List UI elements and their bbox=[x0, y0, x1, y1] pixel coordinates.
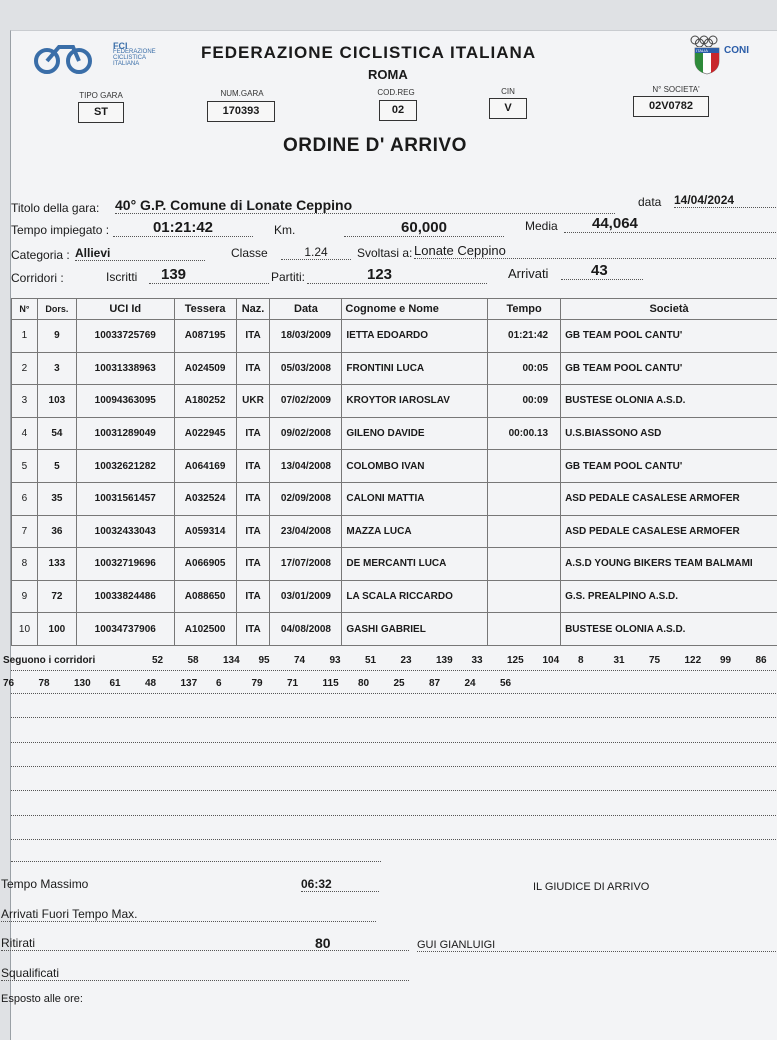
classe-label: Classe bbox=[231, 246, 268, 260]
cin-box: V bbox=[489, 98, 527, 119]
table-row bbox=[12, 548, 777, 581]
follower-number: 99 bbox=[720, 655, 731, 666]
federation-title: FEDERAZIONE CICLISTICA ITALIANA bbox=[201, 43, 536, 63]
cell-dorsale: 35 bbox=[37, 482, 76, 515]
cell-data: 02/09/2008 bbox=[270, 482, 342, 515]
cell-societa: ASD PEDALE CASALESE ARMOFER bbox=[561, 515, 777, 548]
cell-uci-id: 10031561457 bbox=[76, 482, 174, 515]
cell-uci-id: 10032433043 bbox=[76, 515, 174, 548]
cell-uci-id: 10031289049 bbox=[76, 417, 174, 450]
cell-pos: 1 bbox=[12, 320, 38, 353]
follower-number: 75 bbox=[649, 655, 660, 666]
cell-tempo: 00:00.13 bbox=[488, 417, 561, 450]
ritirati-value: 80 bbox=[315, 935, 331, 951]
cell-dorsale: 9 bbox=[37, 320, 76, 353]
cell-naz: ITA bbox=[236, 352, 270, 385]
categoria-label: Categoria : bbox=[11, 248, 70, 262]
followers-label: Seguono i corridori bbox=[3, 655, 95, 666]
col-header-tessera: Tessera bbox=[174, 299, 236, 320]
city-label: ROMA bbox=[368, 67, 408, 82]
race-iscritti: 139 bbox=[149, 266, 269, 284]
follower-number: 104 bbox=[543, 655, 560, 666]
follower-number: 58 bbox=[188, 655, 199, 666]
follower-number: 33 bbox=[472, 655, 483, 666]
titolo-label: Titolo della gara: bbox=[11, 201, 99, 215]
cell-pos: 4 bbox=[12, 417, 38, 450]
table-header-row bbox=[12, 299, 777, 320]
col-header-pos: N° bbox=[12, 299, 38, 320]
cell-data: 17/07/2008 bbox=[270, 548, 342, 581]
cell-data: 05/03/2008 bbox=[270, 352, 342, 385]
cell-societa: A.S.D YOUNG BIKERS TEAM BALMAMI bbox=[561, 548, 777, 581]
cell-tessera: A102500 bbox=[174, 613, 236, 646]
tipo-gara-label: TIPO GARA bbox=[71, 91, 131, 100]
cell-data: 04/08/2008 bbox=[270, 613, 342, 646]
follower-number: 25 bbox=[394, 678, 405, 689]
cell-tessera: A032524 bbox=[174, 482, 236, 515]
cell-naz: ITA bbox=[236, 320, 270, 353]
cell-naz: ITA bbox=[236, 613, 270, 646]
cell-pos: 10 bbox=[12, 613, 38, 646]
dotted-rule bbox=[11, 766, 777, 767]
fci-logo-text: FCI FEDERAZIONE CICLISTICA ITALIANA bbox=[113, 43, 156, 67]
coni-badge-text: ITALIA bbox=[696, 48, 708, 53]
race-km: 60,000 bbox=[344, 219, 504, 237]
squalificati-label: Squalificati bbox=[1, 966, 409, 981]
cell-nome: GILENO DAVIDE bbox=[342, 417, 488, 450]
cell-pos: 9 bbox=[12, 580, 38, 613]
follower-number: 134 bbox=[223, 655, 240, 666]
cell-societa: U.S.BIASSONO ASD bbox=[561, 417, 777, 450]
cell-nome: GASHI GABRIEL bbox=[342, 613, 488, 646]
dotted-rule bbox=[11, 815, 777, 816]
dotted-rule bbox=[11, 717, 777, 718]
cell-societa: GB TEAM POOL CANTU' bbox=[561, 352, 777, 385]
cell-pos: 5 bbox=[12, 450, 38, 483]
table-row bbox=[12, 385, 777, 418]
cell-naz: UKR bbox=[236, 385, 270, 418]
cell-nome: MAZZA LUCA bbox=[342, 515, 488, 548]
dotted-rule bbox=[11, 790, 777, 791]
follower-number: 56 bbox=[500, 678, 511, 689]
cell-pos: 2 bbox=[12, 352, 38, 385]
cell-naz: ITA bbox=[236, 417, 270, 450]
cell-pos: 8 bbox=[12, 548, 38, 581]
cell-dorsale: 72 bbox=[37, 580, 76, 613]
cell-tempo bbox=[488, 580, 561, 613]
race-categoria: Allievi bbox=[75, 246, 205, 261]
giudice-label: IL GIUDICE DI ARRIVO bbox=[533, 881, 649, 893]
cell-nome: FRONTINI LUCA bbox=[342, 352, 488, 385]
dotted-rule bbox=[11, 861, 381, 862]
race-title: 40° G.P. Comune di Lonate Ceppino bbox=[115, 197, 615, 214]
table-row bbox=[12, 417, 777, 450]
cell-tessera: A088650 bbox=[174, 580, 236, 613]
cell-naz: ITA bbox=[236, 450, 270, 483]
table-row bbox=[12, 450, 777, 483]
cell-tempo bbox=[488, 515, 561, 548]
cell-societa: GB TEAM POOL CANTU' bbox=[561, 320, 777, 353]
cell-nome: LA SCALA RICCARDO bbox=[342, 580, 488, 613]
col-header-tempo: Tempo bbox=[488, 299, 561, 320]
race-location: Lonate Ceppino bbox=[414, 243, 777, 259]
cell-data: 03/01/2009 bbox=[270, 580, 342, 613]
cell-data: 07/02/2009 bbox=[270, 385, 342, 418]
cell-pos: 3 bbox=[12, 385, 38, 418]
dotted-rule bbox=[11, 670, 777, 671]
cell-tessera: A024509 bbox=[174, 352, 236, 385]
follower-number: 71 bbox=[287, 678, 298, 689]
cin-label: CIN bbox=[488, 87, 528, 96]
follower-number: 130 bbox=[74, 678, 91, 689]
cell-data: 23/04/2008 bbox=[270, 515, 342, 548]
cod-reg-box: 02 bbox=[379, 100, 417, 121]
corridori-label: Corridori : bbox=[11, 271, 64, 285]
cell-data: 18/03/2009 bbox=[270, 320, 342, 353]
cell-naz: ITA bbox=[236, 515, 270, 548]
societa-box: 02V0782 bbox=[633, 96, 709, 117]
svoltasi-label: Svoltasi a: bbox=[357, 246, 412, 260]
follower-number: 139 bbox=[436, 655, 453, 666]
follower-number: 86 bbox=[756, 655, 767, 666]
cell-tessera: A022945 bbox=[174, 417, 236, 450]
follower-number: 23 bbox=[401, 655, 412, 666]
cell-nome: COLOMBO IVAN bbox=[342, 450, 488, 483]
followers-line-2 bbox=[11, 678, 777, 692]
ritirati-label: Ritirati bbox=[1, 936, 409, 951]
follower-number: 48 bbox=[145, 678, 156, 689]
esposto-label: Esposto alle ore: bbox=[1, 993, 83, 1005]
follower-number: 76 bbox=[3, 678, 14, 689]
cell-naz: ITA bbox=[236, 548, 270, 581]
cell-dorsale: 133 bbox=[37, 548, 76, 581]
cell-uci-id: 10033725769 bbox=[76, 320, 174, 353]
cell-uci-id: 10032719696 bbox=[76, 548, 174, 581]
results-sheet bbox=[10, 30, 777, 1040]
document-title: ORDINE D' ARRIVO bbox=[283, 135, 467, 157]
tempo-massimo-value: 06:32 bbox=[301, 877, 379, 892]
follower-number: 8 bbox=[578, 655, 584, 666]
cell-societa: G.S. PREALPINO A.S.D. bbox=[561, 580, 777, 613]
cell-nome: CALONI MATTIA bbox=[342, 482, 488, 515]
race-time: 01:21:42 bbox=[113, 219, 253, 237]
table-row bbox=[12, 515, 777, 548]
follower-number: 78 bbox=[39, 678, 50, 689]
cell-dorsale: 36 bbox=[37, 515, 76, 548]
cell-naz: ITA bbox=[236, 580, 270, 613]
cell-uci-id: 10031338963 bbox=[76, 352, 174, 385]
fci-logo-icon bbox=[29, 41, 99, 75]
fuori-tempo-label: Arrivati Fuori Tempo Max. bbox=[1, 907, 376, 922]
dotted-rule bbox=[11, 693, 777, 694]
cell-pos: 7 bbox=[12, 515, 38, 548]
col-header-data: Data bbox=[270, 299, 342, 320]
cod-reg-label: COD.REG bbox=[366, 88, 426, 97]
societa-label: N° SOCIETA' bbox=[631, 85, 721, 94]
partiti-label: Partiti: bbox=[271, 270, 305, 284]
iscritti-label: Iscritti bbox=[106, 270, 137, 284]
follower-number: 24 bbox=[465, 678, 476, 689]
follower-number: 93 bbox=[330, 655, 341, 666]
follower-number: 115 bbox=[323, 678, 339, 689]
cell-tempo bbox=[488, 548, 561, 581]
num-gara-label: NUM.GARA bbox=[207, 89, 277, 98]
coni-label: CONI bbox=[724, 45, 749, 56]
cell-tessera: A059314 bbox=[174, 515, 236, 548]
race-media: 44,064 bbox=[564, 215, 777, 233]
tempo-label: Tempo impiegato : bbox=[11, 223, 109, 237]
num-gara-box: 170393 bbox=[207, 101, 275, 122]
follower-number: 51 bbox=[365, 655, 376, 666]
km-label: Km. bbox=[274, 223, 295, 237]
cell-tessera: A087195 bbox=[174, 320, 236, 353]
dotted-rule bbox=[11, 839, 777, 840]
cell-tessera: A064169 bbox=[174, 450, 236, 483]
tempo-massimo-label: Tempo Massimo bbox=[1, 877, 88, 891]
follower-number: 52 bbox=[152, 655, 163, 666]
cell-data: 13/04/2008 bbox=[270, 450, 342, 483]
follower-number: 125 bbox=[507, 655, 524, 666]
cell-societa: BUSTESE OLONIA A.S.D. bbox=[561, 385, 777, 418]
giudice-name: GUI GIANLUIGI bbox=[417, 939, 777, 952]
table-row bbox=[12, 580, 777, 613]
cell-tempo: 01:21:42 bbox=[488, 320, 561, 353]
olympic-rings-icon bbox=[689, 35, 719, 47]
race-partiti: 123 bbox=[307, 266, 487, 284]
cell-nome: IETTA EDOARDO bbox=[342, 320, 488, 353]
col-header-uci-id: UCI Id bbox=[76, 299, 174, 320]
table-row bbox=[12, 482, 777, 515]
col-header-naz: Naz. bbox=[236, 299, 270, 320]
follower-number: 31 bbox=[614, 655, 625, 666]
follower-number: 79 bbox=[252, 678, 263, 689]
cell-tessera: A066905 bbox=[174, 548, 236, 581]
cell-nome: DE MERCANTI LUCA bbox=[342, 548, 488, 581]
cell-uci-id: 10034737906 bbox=[76, 613, 174, 646]
cell-pos: 6 bbox=[12, 482, 38, 515]
follower-number: 61 bbox=[110, 678, 121, 689]
dotted-rule bbox=[11, 742, 777, 743]
tipo-gara-box: ST bbox=[78, 102, 124, 123]
col-header-societa: Società bbox=[561, 299, 777, 320]
cell-uci-id: 10094363095 bbox=[76, 385, 174, 418]
arrivati-label: Arrivati bbox=[508, 266, 548, 281]
race-classe: 1.24 bbox=[281, 245, 351, 260]
cell-nome: KROYTOR IAROSLAV bbox=[342, 385, 488, 418]
cell-tempo bbox=[488, 482, 561, 515]
cell-tempo: 00:05 bbox=[488, 352, 561, 385]
follower-number: 74 bbox=[294, 655, 305, 666]
cell-data: 09/02/2008 bbox=[270, 417, 342, 450]
cell-tempo bbox=[488, 613, 561, 646]
race-date: 14/04/2024 bbox=[674, 193, 777, 208]
cell-societa: GB TEAM POOL CANTU' bbox=[561, 450, 777, 483]
table-row bbox=[12, 613, 777, 646]
follower-number: 6 bbox=[216, 678, 222, 689]
race-arrivati: 43 bbox=[561, 262, 643, 280]
cell-tempo bbox=[488, 450, 561, 483]
follower-number: 80 bbox=[358, 678, 369, 689]
cell-tessera: A180252 bbox=[174, 385, 236, 418]
table-row bbox=[12, 352, 777, 385]
followers-line-1 bbox=[11, 655, 777, 669]
cell-dorsale: 100 bbox=[37, 613, 76, 646]
cell-tempo: 00:09 bbox=[488, 385, 561, 418]
results-table bbox=[11, 298, 777, 646]
follower-number: 137 bbox=[181, 678, 198, 689]
cell-uci-id: 10033824486 bbox=[76, 580, 174, 613]
data-label: data bbox=[638, 195, 661, 209]
follower-number: 122 bbox=[685, 655, 702, 666]
cell-societa: ASD PEDALE CASALESE ARMOFER bbox=[561, 482, 777, 515]
cell-societa: BUSTESE OLONIA A.S.D. bbox=[561, 613, 777, 646]
col-header-dorsale: Dors. bbox=[37, 299, 76, 320]
col-header-nome: Cognome e Nome bbox=[342, 299, 488, 320]
media-label: Media bbox=[525, 219, 558, 233]
table-row bbox=[12, 320, 777, 353]
cell-dorsale: 54 bbox=[37, 417, 76, 450]
cell-uci-id: 10032621282 bbox=[76, 450, 174, 483]
cell-dorsale: 5 bbox=[37, 450, 76, 483]
follower-number: 95 bbox=[259, 655, 270, 666]
cell-dorsale: 3 bbox=[37, 352, 76, 385]
cell-dorsale: 103 bbox=[37, 385, 76, 418]
follower-number: 87 bbox=[429, 678, 440, 689]
cell-naz: ITA bbox=[236, 482, 270, 515]
